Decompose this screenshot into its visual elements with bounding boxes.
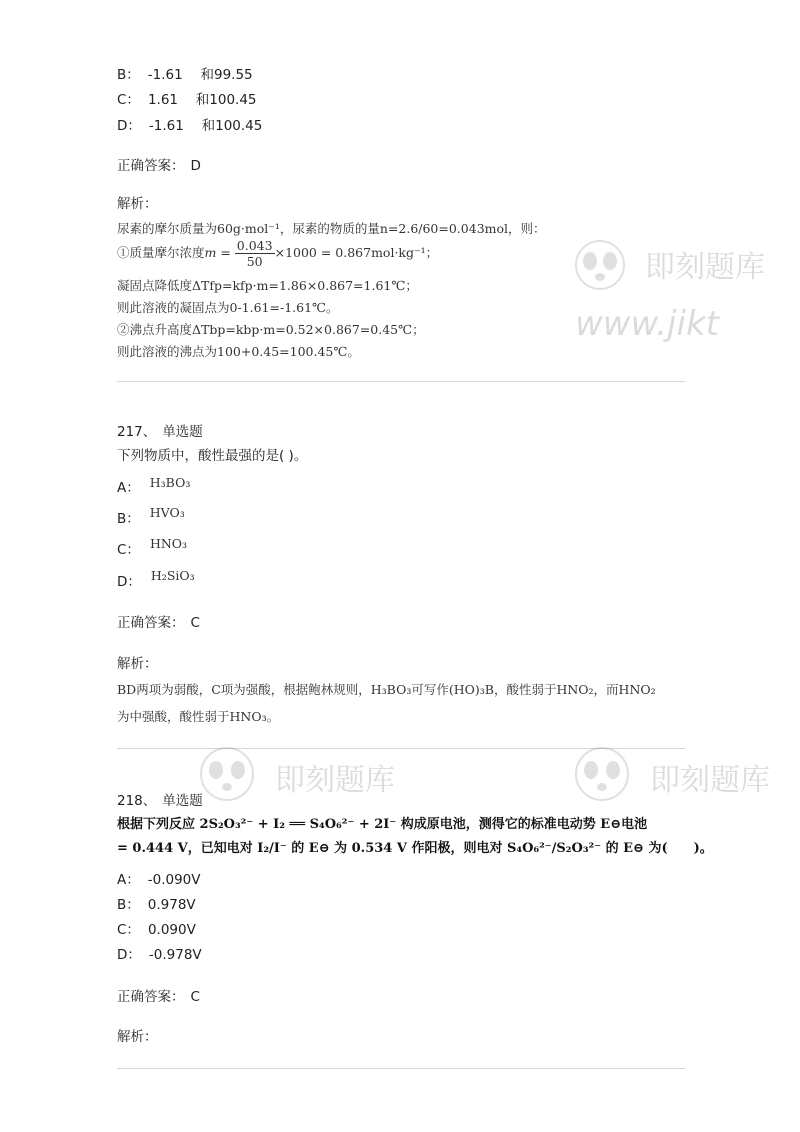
analysis-line: BD两项为弱酸，C项为强酸，根据鲍林规则，H₃BO₃可写作(HO)₃B，酸性弱于HNO₂，而HNO₂ bbox=[117, 682, 656, 697]
svg-text:即刻题库: 即刻题库 bbox=[275, 763, 395, 798]
watermark-panda-logo bbox=[570, 740, 800, 820]
q217-analysis-label: 解析： bbox=[117, 656, 158, 672]
analysis-line: 凝固点降低度ΔTfp=kfp·m=1.86×0.867=1.61℃； bbox=[117, 278, 418, 293]
q217-option-d: D： H₂SiO₃ bbox=[117, 568, 195, 590]
q217-header: 217、 单选题 bbox=[117, 424, 203, 440]
q216-option-c: C： 1.61 和100.45 bbox=[117, 92, 257, 108]
q217-option-a: A： H₃BO₃ bbox=[117, 475, 191, 496]
q218-analysis-label: 解析： bbox=[117, 1029, 158, 1045]
svg-text:www.jikt: www.jikt bbox=[575, 304, 719, 344]
q217-answer: 正确答案： C bbox=[117, 615, 200, 631]
q217-stem: 下列物质中，酸性最强的是( )。 bbox=[117, 448, 308, 464]
q218-answer: 正确答案： C bbox=[117, 989, 200, 1005]
q218-option-c: C： 0.090V bbox=[117, 922, 196, 938]
divider bbox=[117, 1068, 685, 1069]
analysis-line: 则此溶液的沸点为100+0.45=100.45℃。 bbox=[117, 344, 360, 359]
q218-option-a: A： -0.090V bbox=[117, 872, 201, 888]
watermark-panda-logo bbox=[570, 235, 800, 355]
analysis-line: 尿素的摩尔质量为60g·mol⁻¹，尿素的物质的量n=2.6/60=0.043mol，则： bbox=[117, 221, 546, 236]
svg-text:即刻题库: 即刻题库 bbox=[650, 763, 770, 798]
q218-stem-line2: = 0.444 V，已知电对 I₂/I⁻ 的 E⊖ 为 0.534 V 作阳极，则电对 S₄O₆²⁻/S₂O₃²⁻ 的 E⊖ 为( )。 bbox=[117, 841, 713, 856]
q218-stem-line1: 根据下列反应 2S₂O₃²⁻ + I₂ ══ S₄O₆²⁻ + 2I⁻ 构成原电池，测得它的标准电动势 E⊖电池 bbox=[117, 817, 648, 832]
q218-option-d: D： -0.978V bbox=[117, 947, 202, 963]
q216-option-d: D： -1.61 和100.45 bbox=[117, 118, 263, 134]
watermark-panda-logo bbox=[195, 740, 435, 850]
svg-text:即刻题库: 即刻题库 bbox=[645, 250, 765, 285]
q218-option-b: B： 0.978V bbox=[117, 897, 196, 913]
divider bbox=[117, 381, 685, 382]
analysis-line: 为中强酸，酸性弱于HNO₃。 bbox=[117, 709, 280, 724]
q218-header: 218、 单选题 bbox=[117, 793, 203, 809]
q216-option-b: B： -1.61 和99.55 bbox=[117, 67, 253, 83]
divider bbox=[117, 748, 685, 749]
q217-option-c: C： HNO₃ bbox=[117, 536, 188, 558]
fraction: $\frac{0.043}{50}$ bbox=[236, 238, 273, 269]
analysis-line: 则此溶液的凝固点为0-1.61=-1.61℃。 bbox=[117, 300, 339, 315]
analysis-formula-line: ①质量摩尔浓度m = $\frac{0.043}{50}$ ×1000 = 0.867mol·kg⁻¹； bbox=[117, 238, 439, 269]
q217-option-b: B： HVO₃ bbox=[117, 505, 185, 527]
analysis-line: ②沸点升高度ΔTbp=kbp·m=0.52×0.867=0.45℃； bbox=[117, 322, 425, 337]
q216-analysis-label: 解析： bbox=[117, 196, 158, 212]
q216-answer: 正确答案： D bbox=[117, 158, 201, 174]
